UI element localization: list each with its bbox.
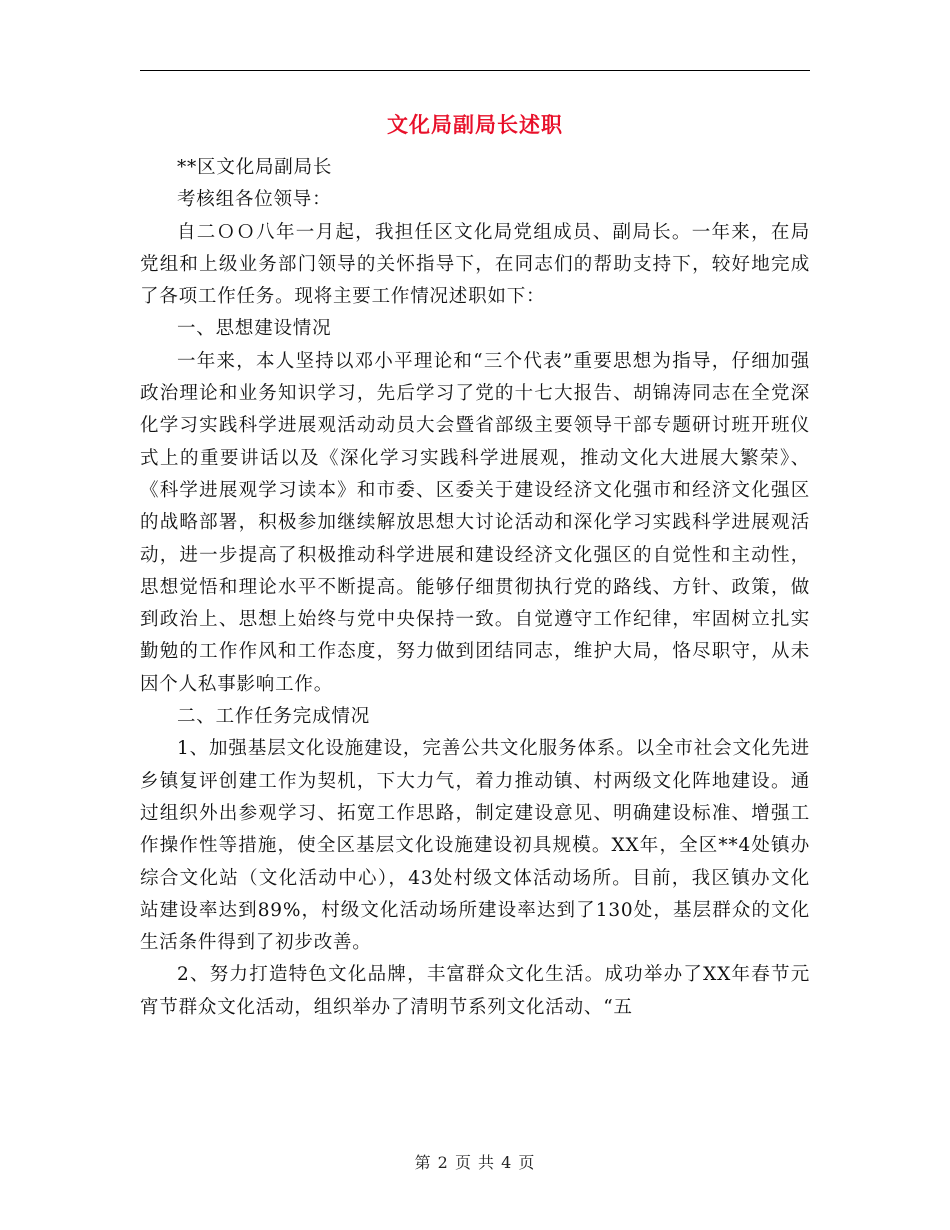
header-rule <box>140 70 810 71</box>
author-line: **区文化局副局长 <box>177 157 333 178</box>
tasks-paragraph-1: 1、加强基层文化设施建设，完善公共文化服务体系。以全市社会文化先进乡镇复评创建工作为契机，下大力气，着力推动镇、村两级文化阵地建设。通过组织外出参观学习、拓宽工作思路，制定建设意见、明确建设标准、增强工作操作性等措施，使全区基层文化设施建设初具规模。XX年，全区**4处镇办综合文化站（文化活动中心），43处村级文体活动场所。目前，我区镇办文化站建设率达到89%，村级文化活动场所建设率达到了130处，基层群众的文化生活条件得到了初步改善。 <box>140 738 810 954</box>
salutation: 考核组各位领导： <box>177 189 332 211</box>
document-title: 文化局副局长述职 <box>387 112 563 137</box>
section-heading-ideology: 一、思想建设情况 <box>177 318 332 340</box>
page-number-footer: 第 2 页 共 4 页 <box>414 1153 536 1172</box>
document-body <box>140 152 810 1024</box>
tasks-paragraph-2: 2、努力打造特色文化品牌，丰富群众文化生活。成功举办了XX年春节元宵节群众文化活动，组织举办了清明节系列文化活动、“五 <box>140 964 810 1018</box>
section-heading-tasks: 二、工作任务完成情况 <box>177 706 371 728</box>
ideology-paragraph: 一年来，本人坚持以邓小平理论和“三个代表”重要思想为指导，仔细加强政治理论和业务知识学习，先后学习了党的十七大报告、胡锦涛同志在全党深化学习实践科学进展观活动动员大会暨省部级主要领导干部专题研讨班开班仪式上的重要讲话以及《深化学习实践科学进展观，推动文化大进展大繁荣》、《科学进展观学习读本》和市委、区委关于建设经济文化强市和经济文化强区的战略部署，积极参加继续解放思想大讨论活动和深化学习实践科学进展观活动，进一步提高了积极推动科学进展和建设经济文化强区的自觉性和主动性，思想觉悟和理论水平不断提高。能够仔细贯彻执行党的路线、方针、政策，做到政治上、思想上始终与党中央保持一致。自觉遵守工作纪律，牢固树立扎实勤勉的工作作风和工作态度，努力做到团结同志，维护大局，恪尽职守，从未因个人私事影响工作。 <box>140 350 810 695</box>
intro-paragraph: 自二ＯＯ八年一月起，我担任区文化局党组成员、副局长。一年来，在局党组和上级业务部门领导的关怀指导下，在同志们的帮助支持下，较好地完成了各项工作任务。现将主要工作情况述职如下： <box>140 221 810 308</box>
